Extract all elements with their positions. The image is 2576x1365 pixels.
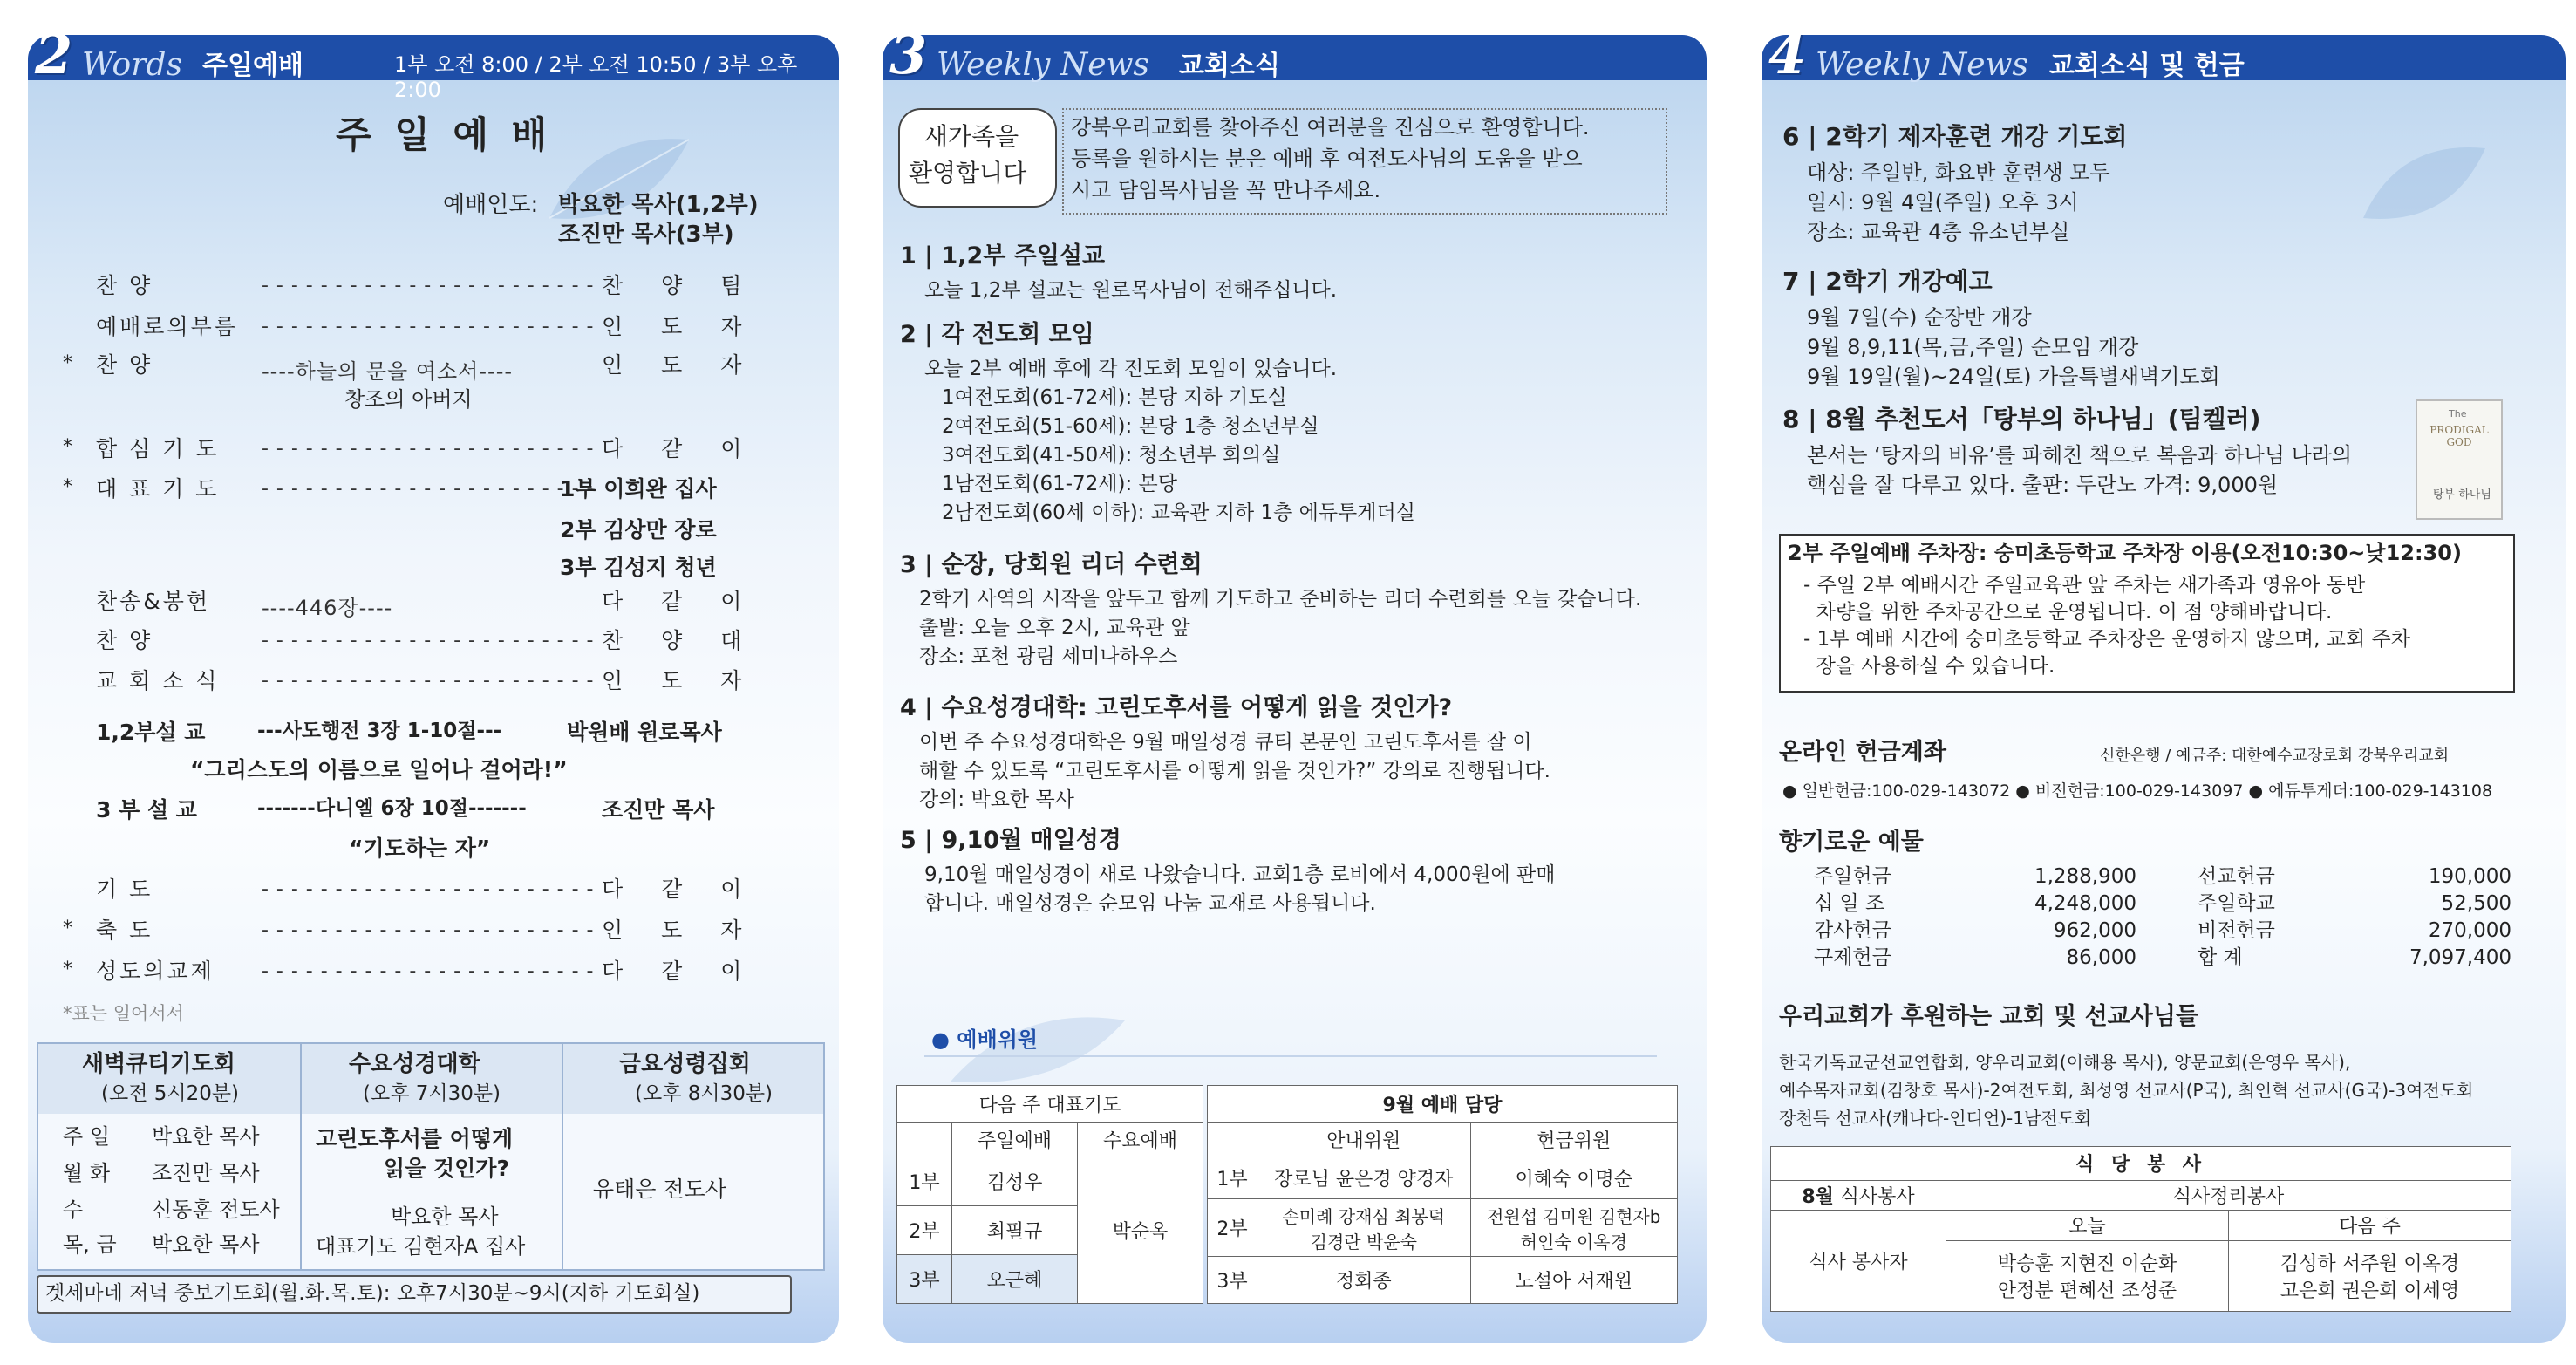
- news-item-title: 8 | 8월 추천도서「탕부의 하나님」(팀켈러): [1782, 405, 2261, 433]
- order-item-leader: 찬 양 대: [602, 628, 758, 653]
- dawn-leader: 박요한 목사: [152, 1232, 260, 1257]
- page-3-header: [883, 23, 1707, 86]
- order-item-leader: 1부 이희완 집사: [560, 476, 717, 502]
- mission-title: 우리교회가 후원하는 교회 및 선교사님들: [1779, 1003, 2198, 1030]
- parking-notice: 2부 주일예배 주차장: 숭미초등학교 주차장 이용(오전10:30~낮12:30) - 주일 2부 예배시간 주일교육관 앞 주차는 새가족과 영유아 동반 차량을 위한 주차공간으로 운영됩니다. 이 점 양해바랍니다. - 1부 예배 시간에 숭미초등학교 주차장은 운영하지 않으며, 교회 주차 장을 사용하실 수 있습니다.: [1779, 534, 2515, 693]
- fri-service-time: (오후 8시30분): [635, 1082, 773, 1105]
- mission-line: 장천득 선교사(캐나다-인디언)-1남전도회: [1779, 1108, 2092, 1129]
- news-item-line: 장소: 포천 광림 세미나하우스: [919, 645, 1178, 668]
- bank-info: 신한은행 / 예금주: 대한예수교장로회 강북우리교회: [2100, 747, 2450, 765]
- leader-2: 조진만 목사(3부): [558, 222, 734, 248]
- sermon-12-label: 1,2부설 교: [96, 720, 206, 745]
- offering-name: 선교헌금: [2198, 865, 2275, 888]
- dawn-day: 월 화: [63, 1161, 110, 1185]
- offering-name: 십 일 조: [1814, 892, 1885, 915]
- fri-leader: 유태은 전도사: [593, 1177, 726, 1202]
- news-item-line: 이번 주 수요성경대학은 9월 매일성경 큐티 본문인 고린도후서를 잘 이: [919, 731, 1532, 754]
- dawn-leader: 조진만 목사: [152, 1161, 260, 1185]
- offering-name: 주일헌금: [1814, 865, 1891, 888]
- wed-bible-title: 수요성경대학: [349, 1051, 480, 1077]
- page-title: 주 일 예 배: [336, 113, 553, 156]
- order-item-leader: 찬 양 팀: [602, 273, 758, 298]
- wed-topic-2: 읽을 것인가?: [384, 1156, 509, 1181]
- order-leader-line: - - - - - - - - - - - - - - - - - - - - - - -: [262, 960, 595, 982]
- page-number: 4: [1768, 23, 1807, 86]
- news-item-line: 합니다. 매일성경은 순모임 나눔 교재로 사용됩니다.: [924, 892, 1376, 915]
- wed-prayer-cell: 박순옥: [1078, 1157, 1203, 1304]
- duty-offering-2nd: 전원섭 김미원 김현자b 허인숙 이옥경: [1470, 1199, 1677, 1257]
- page-number: 2: [35, 23, 73, 86]
- welcome-badge: 새가족을 환영합니다: [898, 108, 1057, 208]
- dawn-qt-time: (오전 5시20분): [101, 1082, 240, 1105]
- news-item-line: 일시: 9월 4일(주일) 오후 3시: [1807, 190, 2079, 215]
- order-leader-line: - - - - - - - - - - - - - - - - - - - - - - -: [262, 670, 595, 692]
- header-word: Words: [82, 47, 182, 83]
- order-leader-line: - - - - - - - - - - - - - - - - - - - - - - -: [262, 478, 595, 500]
- parking-line: 장을 사용하실 수 있습니다.: [1803, 655, 2055, 678]
- order-item-name: 축 도: [96, 918, 153, 943]
- news-item-line: 9월 7일(수) 순장반 개강: [1807, 305, 2032, 330]
- offering-name: 합 계: [2198, 946, 2243, 969]
- offering-amount: 1,288,900: [2034, 865, 2136, 888]
- footnote: *표는 일어서서: [63, 1003, 184, 1024]
- order-item-leader: 다 같 이: [602, 436, 758, 461]
- news-item-line: 2남전도회(60세 이하): 교육관 지하 1층 에듀투게더실: [942, 502, 1415, 524]
- sermon-12-ref: ---사도행전 3장 1-10절---: [257, 720, 502, 742]
- offering-name: 비전헌금: [2198, 919, 2275, 942]
- wed-topic-1: 고린도후서를 어떻게: [316, 1126, 514, 1151]
- order-item-leader: 인 도 자: [602, 918, 758, 943]
- order-item-name: 기 도: [96, 877, 153, 902]
- offering-title: 향기로운 예물: [1779, 829, 1924, 856]
- order-item-leader: 인 도 자: [602, 314, 758, 339]
- required-standing-mark: *: [63, 959, 72, 980]
- order-item-name: 교 회 소 식: [96, 668, 220, 693]
- required-standing-mark: *: [63, 476, 72, 498]
- news-item-line: 1남전도회(61-72세): 본당: [942, 473, 1177, 495]
- parking-line: - 주일 2부 예배시간 주일교육관 앞 주차는 새가족과 영유아 동반: [1803, 574, 2366, 597]
- header-title: 교회소식: [1179, 51, 1280, 81]
- service-schedule: 1부 오전 8:00 / 2부 오전 10:50 / 3부 오후 2:00: [394, 52, 798, 102]
- welcome-line: 강북우리교회를 찾아주신 여러분을 진심으로 환영합니다.: [1071, 115, 1590, 140]
- duty-table-head: 9월 예배 담당: [1208, 1086, 1678, 1123]
- required-standing-mark: *: [63, 918, 72, 939]
- leader-label: 예배인도:: [443, 192, 539, 218]
- news-item-title: 5 | 9,10월 매일성경: [900, 827, 1121, 854]
- prayer-meeting-notice: 겟세마네 저녁 중보기도회(월.화.목.토): 오후7시30분~9시(지하 기도회실): [37, 1275, 792, 1314]
- order-leader-line: ----446장----: [262, 596, 393, 620]
- account-numbers: ● 일반헌금:100-029-143072 ● 비전헌금:100-029-143097 ● 에듀투게더:100-029-143108: [1782, 781, 2493, 801]
- order-item-name: 찬송&봉헌: [96, 589, 211, 614]
- order-item-leader: 다 같 이: [602, 589, 758, 614]
- offering-name: 주일학교: [2198, 892, 2275, 915]
- wed-bible-time: (오후 7시30분): [363, 1082, 501, 1105]
- leader-1: 박요한 목사(1,2부): [558, 192, 759, 218]
- order-leader-line: - - - - - - - - - - - - - - - - - - - - - - -: [262, 316, 595, 338]
- news-item-title: 2 | 각 전도회 모임: [900, 321, 1094, 348]
- news-item-title: 3 | 순장, 당회원 리더 수련회: [900, 551, 1203, 578]
- welcome-line: 등록을 원하시는 분은 예배 후 여전도사님의 도움을 받으: [1071, 147, 1583, 171]
- meal-service-table: 식 당 봉 사 8월 식사봉사 식사정리봉사 식사 봉사자 오늘 다음 주 박승훈 지현진 이순화 안정분 편혜선 조성준 김성하 서주원 이옥경 고은희 권은희 이세영: [1770, 1146, 2511, 1312]
- meetings-box: [37, 1042, 825, 1271]
- order-leader-line: ----하늘의 문을 여소서----: [262, 359, 514, 384]
- news-item-line: 핵심을 잘 다루고 있다. 출판: 두란노 가격: 9,000원: [1807, 473, 2279, 497]
- fri-service-title: 금요성령집회: [619, 1051, 751, 1077]
- news-item-line: 오늘 1,2부 설교는 원로목사님이 전해주십니다.: [924, 279, 1338, 302]
- news-item-line: 본서는 ‘탕자의 비유’를 파헤친 책으로 복음과 하나님 나라의: [1807, 443, 2353, 468]
- order-item-name: 찬 양: [96, 273, 153, 298]
- news-item-line: 해할 수 있도록 “고린도후서를 어떻게 읽을 것인가?” 강의로 진행됩니다.: [919, 760, 1550, 782]
- order-leader-line: - - - - - - - - - - - - - - - - - - - - - - -: [262, 275, 595, 297]
- order-item-leader: 다 같 이: [602, 959, 758, 984]
- news-item-line: 강의: 박요한 목사: [919, 788, 1074, 811]
- dawn-day: 수: [63, 1198, 84, 1222]
- prayer-3rd: 3부 김성지 청년: [560, 555, 717, 580]
- prayer-table: 다음 주 대표기도 주일예배 수요예배 1부 김성우 박순옥 2부 최필규 3부 오근혜: [896, 1085, 1203, 1304]
- news-item-line: 2학기 사역의 시작을 앞두고 함께 기도하고 준비하는 리더 수련회를 오늘 갖습니다.: [919, 588, 1642, 611]
- offering-name: 감사헌금: [1814, 919, 1891, 942]
- duty-guide-2nd: 손미례 강재심 최봉덕 김경란 박윤숙: [1257, 1199, 1471, 1257]
- page-4-header: [1762, 23, 2566, 86]
- leaf-decoration-icon: [541, 131, 698, 235]
- order-item-name: 대 표 기 도: [96, 476, 220, 502]
- order-leader-line: - - - - - - - - - - - - - - - - - - - - - - -: [262, 438, 595, 460]
- committee-heading: ● 예배위원: [931, 1027, 1039, 1052]
- offering-amount: 52,500: [2441, 892, 2511, 915]
- news-item-title: 6 | 2학기 제자훈련 개강 기도회: [1782, 122, 2128, 151]
- order-item-name: 합 심 기 도: [96, 436, 220, 461]
- mission-line: 예수목자교회(김창호 목사)-2여전도회, 최성영 선교사(P국), 최인혁 선교사(G국)-3여전도회: [1779, 1080, 2474, 1101]
- duty-table: 9월 예배 담당 안내위원 헌금위원 1부 장로님 윤은경 양경자 이혜숙 이명순 2부 손미례 강재심 최봉덕 김경란 박윤숙 전원섭 김미원 김현자b 허인숙 이옥경 3부 정회종 노설아 서재원: [1207, 1085, 1678, 1304]
- offering-name: 구제헌금: [1814, 946, 1891, 969]
- page-number: 3: [889, 23, 928, 86]
- order-item-leader: 다 같 이: [602, 877, 758, 902]
- news-item-line: 장소: 교육관 4층 유소년부실: [1807, 220, 2070, 244]
- news-item-line: 9,10월 매일성경이 새로 나왔습니다. 교회1층 로비에서 4,000원에 판매: [924, 863, 1556, 886]
- news-item-title: 7 | 2학기 개강예고: [1782, 267, 1993, 296]
- dawn-day: 목, 금: [63, 1232, 117, 1257]
- header-word: Weekly News: [937, 47, 1149, 83]
- dawn-qt-title: 새벽큐티기도회: [82, 1051, 235, 1077]
- parking-line: - 1부 예배 시간에 숭미초등학교 주차장은 운영하지 않으며, 교회 주차: [1803, 628, 2410, 651]
- order-item-leader: 인 도 자: [602, 668, 758, 693]
- news-item-line: 출발: 오늘 오후 2시, 교육관 앞: [919, 617, 1190, 639]
- sermon-3-label: 3 부 설 교: [96, 797, 197, 822]
- offering-amount: 7,097,400: [2409, 946, 2511, 969]
- news-item-line: 3여전도회(41-50세): 청소년부 회의실: [942, 444, 1281, 467]
- dawn-leader: 신동훈 전도사: [152, 1198, 280, 1222]
- sermon-12-preacher: 박원배 원로목사: [567, 720, 722, 745]
- order-item-name: 찬 양: [96, 352, 153, 378]
- offering-amount: 190,000: [2428, 865, 2511, 888]
- order-item-name: 찬 양: [96, 628, 153, 653]
- order-item-name: 예배로의부름: [96, 314, 238, 339]
- wed-leader: 박요한 목사: [391, 1205, 499, 1229]
- dawn-leader: 박요한 목사: [152, 1124, 260, 1149]
- order-item-name: 성도의교제: [96, 959, 215, 984]
- online-offering-title: 온라인 헌금계좌: [1779, 739, 1946, 766]
- news-item-line: 9월 19일(월)~24일(토) 가을특별새벽기도회: [1807, 365, 2220, 389]
- sermon-3-ref: -------다니엘 6장 10절-------: [257, 797, 527, 820]
- offering-amount: 4,248,000: [2034, 892, 2136, 915]
- dawn-day: 주 일: [63, 1124, 110, 1149]
- parking-line: 차량을 위한 주차공간으로 운영됩니다. 이 점 양해바랍니다.: [1803, 601, 2333, 624]
- required-standing-mark: *: [63, 352, 72, 374]
- prayer-table-head: 다음 주 대표기도: [897, 1086, 1203, 1123]
- sermon-12-title: “그리스도의 이름으로 일어나 걸어라!”: [190, 757, 568, 782]
- leaf-decoration-icon: [2355, 140, 2494, 227]
- news-item-line: 1여전도회(61-72세): 본당 지하 기도실: [942, 386, 1287, 409]
- order-leader-line: - - - - - - - - - - - - - - - - - - - - - - -: [262, 919, 595, 941]
- order-leader-line: - - - - - - - - - - - - - - - - - - - - - - -: [262, 630, 595, 652]
- required-standing-mark: *: [63, 436, 72, 458]
- mission-line: 한국기독교군선교연합회, 양우리교회(이해용 목사), 양문교회(은영우 목사),: [1779, 1052, 2351, 1073]
- offering-amount: 86,000: [2066, 946, 2136, 969]
- welcome-line: 시고 담임목사님을 꼭 만나주세요.: [1071, 178, 1381, 202]
- news-item-line: 9월 8,9,11(목,금,주일) 순모임 개강: [1807, 335, 2139, 359]
- news-item-title: 1 | 1,2부 주일설교: [900, 242, 1106, 270]
- news-item-line: 2여전도회(51-60세): 본당 1층 청소년부실: [942, 415, 1319, 438]
- order-item-leader: 인 도 자: [602, 352, 758, 378]
- offering-amount: 270,000: [2428, 919, 2511, 942]
- wed-prayer: 대표기도 김현자A 집사: [316, 1234, 526, 1259]
- page-2-header: [28, 23, 839, 102]
- offering-amount: 962,000: [2053, 919, 2136, 942]
- header-word: Weekly News: [1816, 47, 2028, 83]
- header-title: 교회소식 및 헌금: [2049, 51, 2245, 81]
- sermon-3-title: “기도하는 자”: [349, 836, 491, 861]
- book-cover-image: The PRODIGAL GOD 탕부 하나님: [2416, 399, 2503, 520]
- song-subtitle: 창조의 아버지: [344, 387, 473, 412]
- prayer-2nd: 2부 김상만 장로: [560, 517, 717, 543]
- sermon-3-preacher: 조진만 목사: [602, 797, 715, 822]
- order-leader-line: - - - - - - - - - - - - - - - - - - - - - - -: [262, 878, 595, 900]
- news-item-line: 오늘 2부 예배 후에 각 전도회 모임이 있습니다.: [924, 358, 1338, 380]
- header-title: 주일예배: [202, 51, 303, 81]
- news-item-line: 대상: 주일반, 화요반 훈련생 모두: [1807, 160, 2110, 185]
- news-item-title: 4 | 수요성경대학: 고린도후서를 어떻게 읽을 것인가?: [900, 694, 1453, 721]
